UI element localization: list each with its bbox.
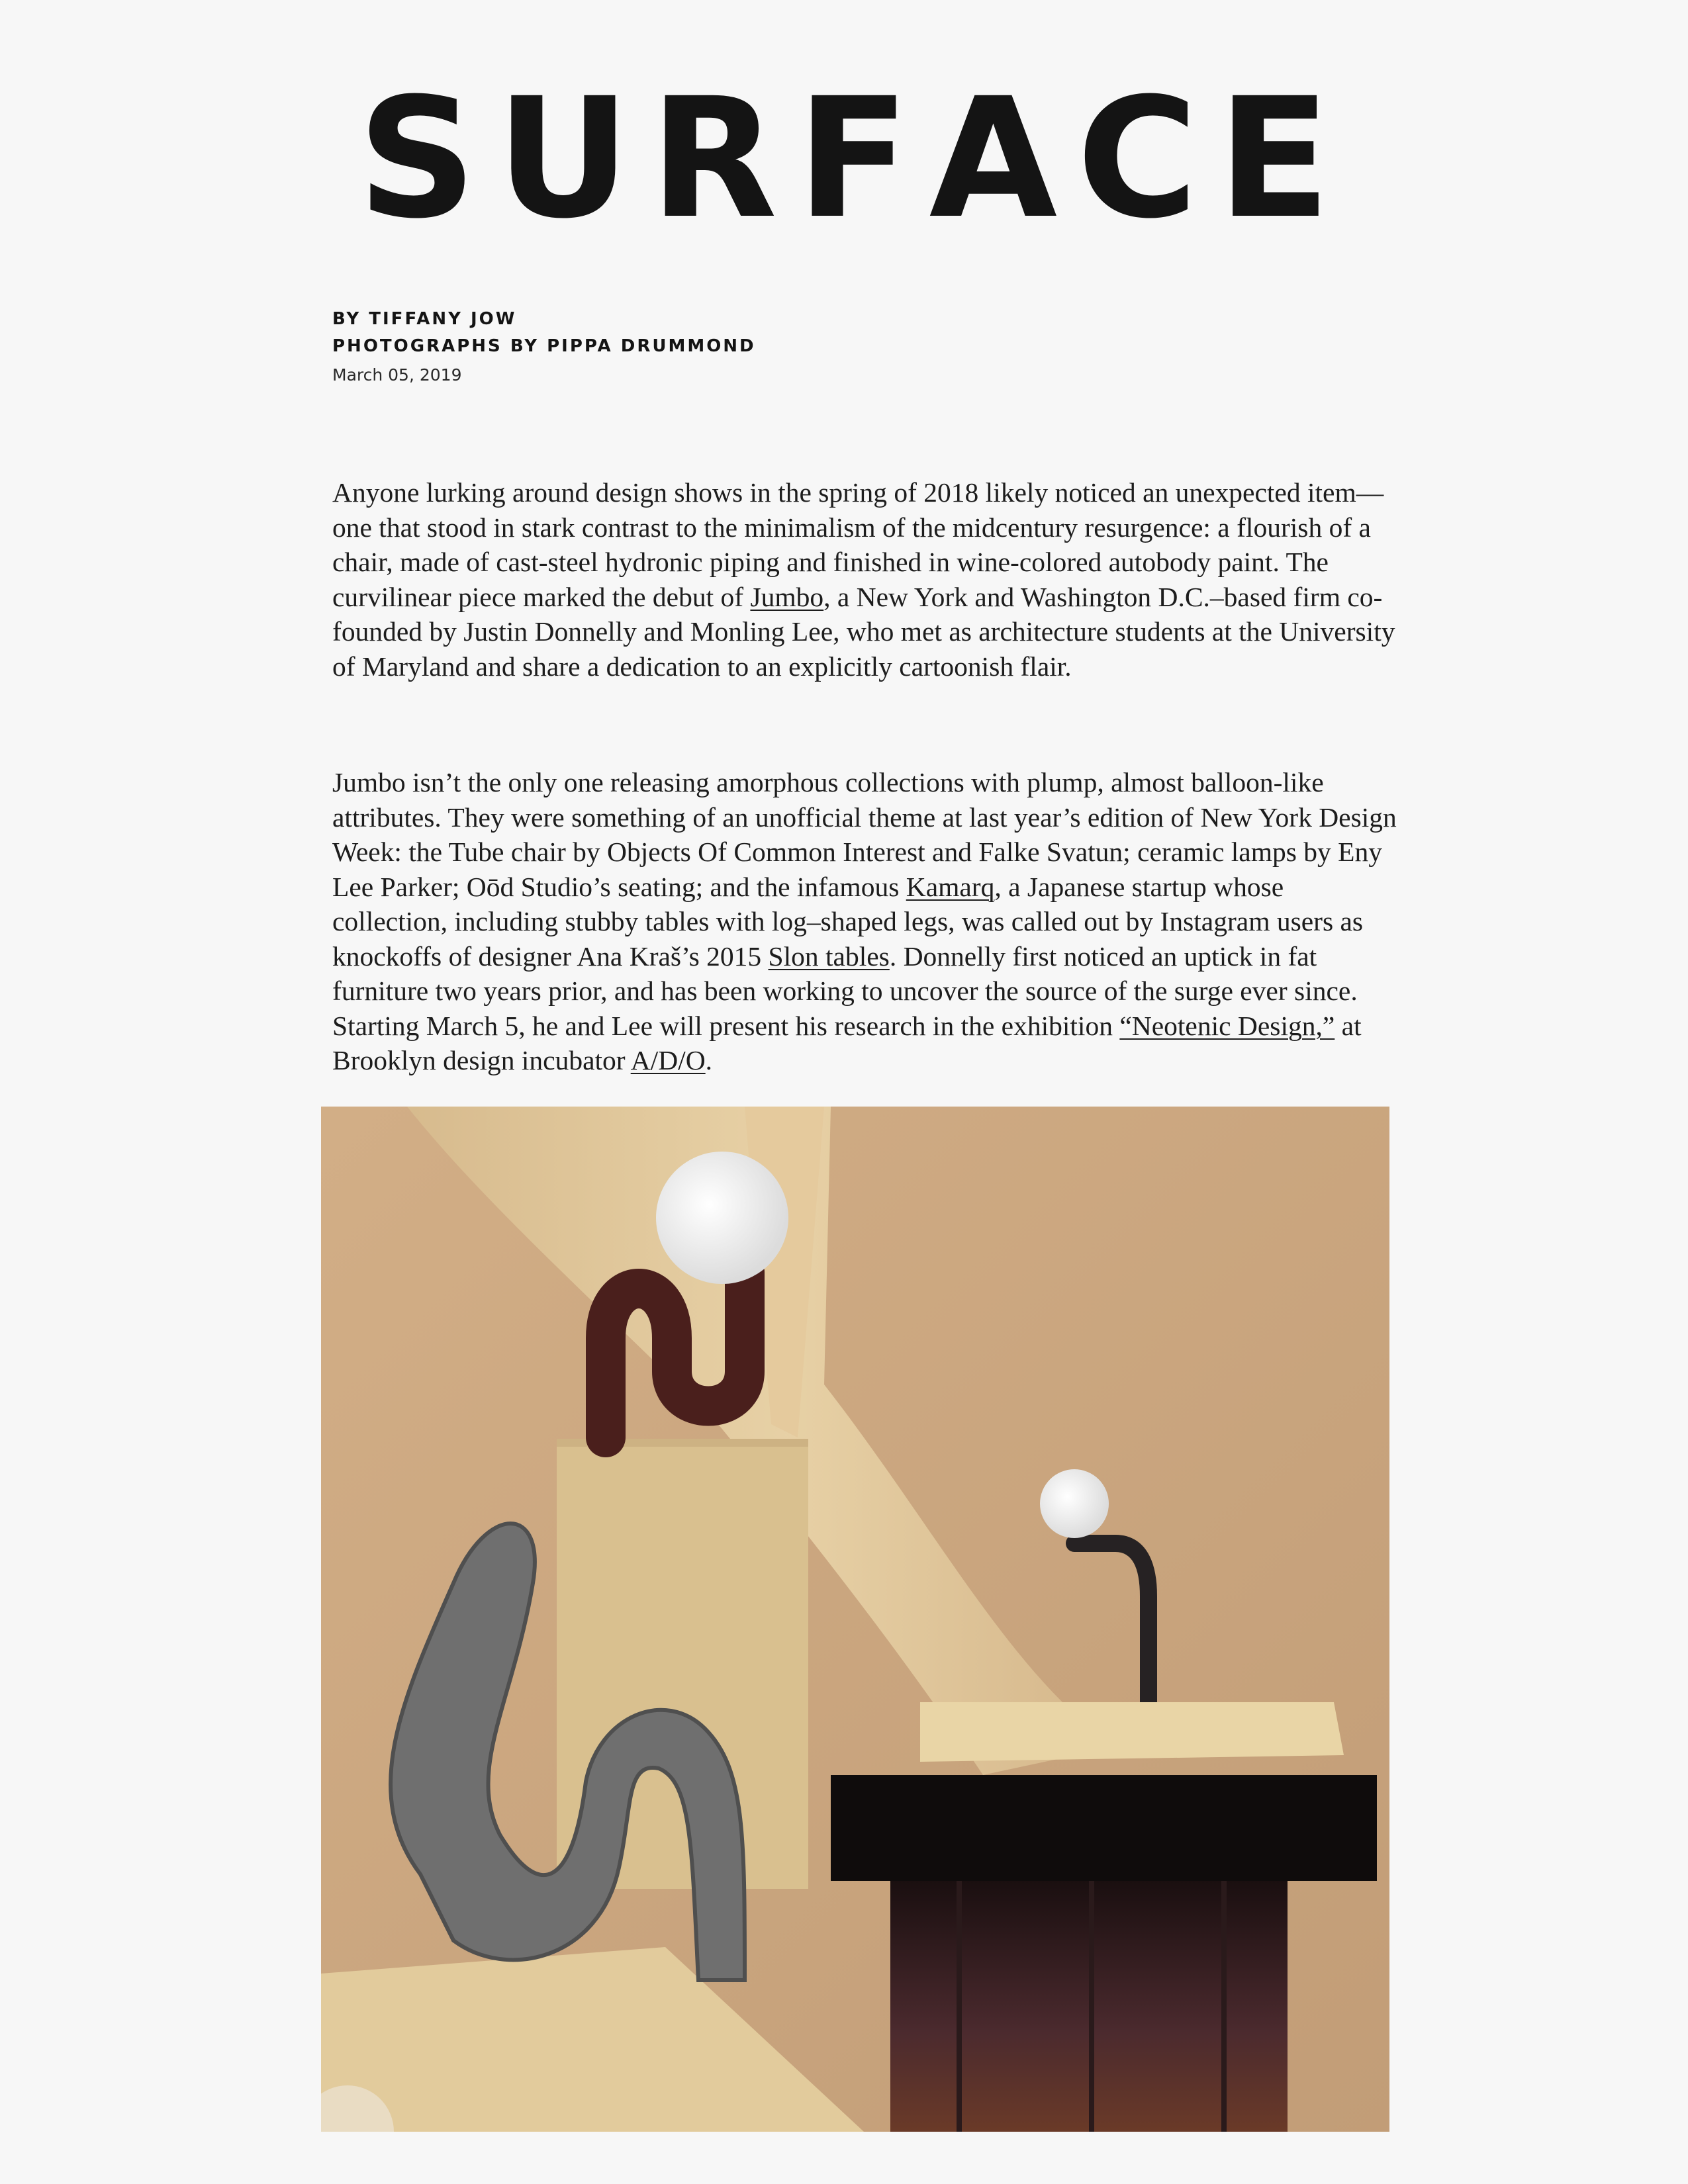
- surface-logo[interactable]: S U R F A C E: [357, 62, 1331, 255]
- byline: [332, 306, 756, 360]
- photo-illustration: [321, 1107, 1389, 2132]
- author-credit: BY TIFFANY JOW: [332, 309, 517, 329]
- paragraph-1: Anyone lurking around design shows in the spring of 2018 likely noticed an unexpected item—one that stood in stark contrast to the minimalism of the midcentury resurgence: a flourish of a chair, made of cast-steel hydronic piping and finished in wine-colored autobody paint. The curvilinear piece marked the debut of Jumbo, a New York and Washington D.C.–based firm co-founded by Justin Donnelly and Monling Lee, who met as architecture students at the University of Maryland and share a dedication to an explicitly cartoonish flair.: [332, 477, 1395, 682]
- lamp-globe-small: [1040, 1469, 1109, 1538]
- photographer-credit: PHOTOGRAPHS BY PIPPA DRUMMOND: [332, 336, 756, 356]
- publish-date: March 05, 2019: [332, 365, 462, 385]
- link-kamarq[interactable]: Kamarq: [906, 871, 995, 902]
- article-photo: [321, 1107, 1389, 2132]
- link-neotenic-design[interactable]: “Neotenic Design,”: [1119, 1010, 1335, 1041]
- lamp-globe-large: [656, 1152, 788, 1284]
- folded-cloth: [920, 1702, 1344, 1762]
- link-ado[interactable]: A/D/O: [630, 1045, 706, 1075]
- link-slon-tables[interactable]: Slon tables: [768, 940, 890, 972]
- table-top: [831, 1775, 1377, 1881]
- paragraph-2: Jumbo isn’t the only one releasing amorphous collections with plump, almost balloon-like attributes. They were something of an unofficial theme at last year’s edition of New York Design Week: the Tube chair by Objects Of Common Interest and Falke Svatun; ceramic lamps by Eny Lee Parker; Oōd Studio’s seating; and the infamous Kamarq, a Japanese startup whose collection, including stubby tables with log–shaped legs, was called out by Instagram users as knockoffs of designer Ana Kraš’s 2015 Slon tables. Donnelly first noticed an uptick in fat furniture two years prior, and has been working to uncover the source of the surge ever since. Starting March 5, he and Lee will present his research in the exhibition “Neotenic Design,” at Brooklyn design incubator A/D/O.: [332, 767, 1397, 1075]
- link-jumbo[interactable]: Jumbo: [750, 581, 824, 612]
